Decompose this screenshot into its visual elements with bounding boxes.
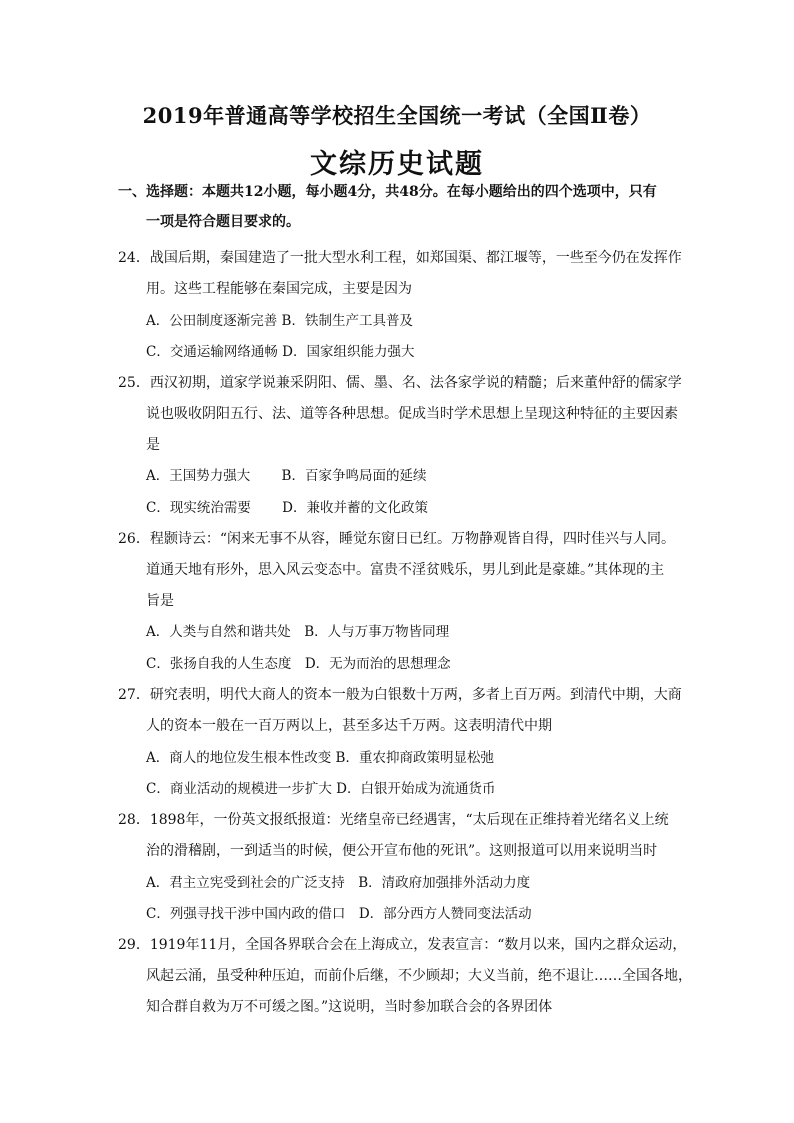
section-instruction-line: 一项是符合题目要求的。 [146,214,300,230]
question-26-option: C．张扬自我的人生态度 D．无为而治的思想理念 [146,656,451,672]
question-26-line: 26．程颢诗云：“闲来无事不从容，睡觉东窗日已红。万物静观皆自得，四时佳兴与人同。 [118,531,675,547]
question-26-line: 旨是 [146,593,174,609]
question-25-line: 25．西汉初期，道家学说兼采阴阳、儒、墨、名、法各家学说的精髓；后来董仲舒的儒家学 [118,375,682,391]
exam-title: 2019年普通高等学校招生全国统一考试（全国Ⅱ卷） [142,103,652,128]
question-28-line: 治的滑稽剧，一到适当的时候，便公开宣布他的死讯”。这则报道可以用来说明当时 [146,843,658,859]
question-25-option: C．现实统治需要 D．兼收并蓄的文化政策 [146,500,428,516]
question-28-line: 28．1898年，一份英文报纸报道：光绪皇帝已经遇害，“太后现在正维持着光绪名义上统 [118,812,669,828]
question-27-option: A．商人的地位发生根本性改变 B．重农抑商政策明显松弛 [146,750,494,766]
question-24-line: 用。这些工程能够在秦国完成，主要是因为 [146,281,412,297]
question-29-line: 知合群自救为万不可缓之图。”这说明，当时参加联合会的各界团体 [146,999,553,1015]
question-24-option: C．交通运输网络通畅 D．国家组织能力强大 [146,344,415,360]
question-26-line: 道通天地有形外，思入风云变态中。富贵不淫贫贱乐，男儿到此是豪雄。”其体现的主 [146,562,665,578]
section-instruction-line: 一、选择题：本题共12小题，每小题4分，共48分。在每小题给出的四个选项中，只有 [118,184,657,200]
question-29-line: 29．1919年11月，全国各界联合会在上海成立，发表宣言：“数月以来，国内之群众运动， [118,937,687,953]
question-28-option: C．列强寻找干涉中国内政的借口 D．部分西方人赞同变法活动 [146,906,532,922]
question-25-line: 是 [146,437,160,453]
question-24-option: A．公田制度逐渐完善 B．铁制生产工具普及 [146,313,413,329]
question-24-line: 24．战国后期，秦国建造了一批大型水利工程，如郑国渠、都江堰等，一些至今仍在发挥作 [118,250,682,266]
question-28-option: A．君主立宪受到社会的广泛支持 B．清政府加强排外活动力度 [146,875,531,891]
question-27-option: C．商业活动的规模进一步扩大 D．白银开始成为流通货币 [146,781,496,797]
question-27-line: 27．研究表明，明代大商人的资本一般为白银数十万两，多者上百万两。到清代中期，大商 [118,687,682,703]
question-29-line: 风起云涌，虽受种种压迫，而前仆后继，不少顾却；大义当前，绝不退让……全国各地， [146,968,692,984]
question-25-line: 说也吸收阴阳五行、法、道等各种思想。促成当时学术思想上呈现这种特征的主要因素 [146,406,678,422]
question-26-option: A．人类与自然和谐共处 B．人与万事万物皆同理 [146,624,450,640]
question-25-option: A．王国势力强大 B．百家争鸣局面的延续 [146,468,427,484]
exam-subtitle: 文综历史试题 [310,149,484,180]
question-27-line: 人的资本一般在一百万两以上，甚至多达千万两。这表明清代中期 [146,718,552,734]
